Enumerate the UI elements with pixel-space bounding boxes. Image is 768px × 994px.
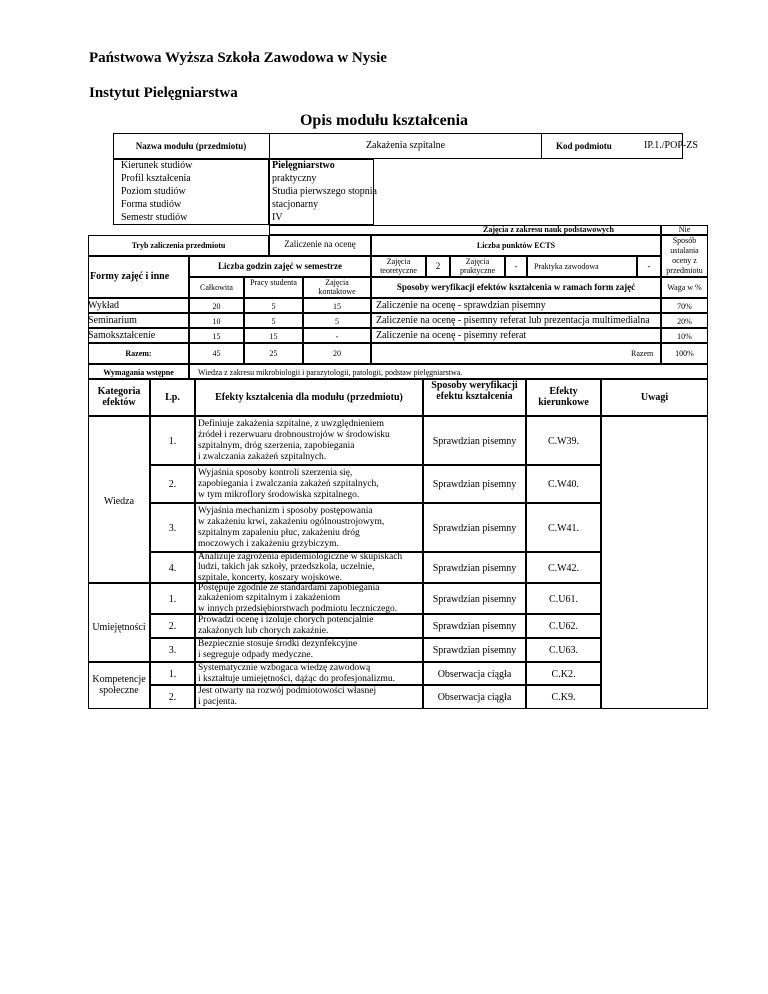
effect-text-line: ludzi, takich jak szkoły, przedszkola, uczelnie, <box>198 562 375 573</box>
effect-text-line: i pacjenta. <box>198 697 238 707</box>
category-wiedza: Wiedza <box>103 496 135 507</box>
hours-label: Liczba godzin zajęć w semestrze <box>218 261 342 271</box>
effect-text-line: Postępuje zgodnie ze standardami zapobiegania <box>198 583 380 593</box>
effect-lp: 2. <box>168 621 177 632</box>
lp-header: Lp. <box>165 392 180 403</box>
effect-code: C.K2. <box>551 668 576 680</box>
effect-text-line: Bezpiecznie stosuje środki dezynfekcyjne <box>198 639 358 649</box>
sum-student: 25 <box>269 349 278 358</box>
sum-contact: 20 <box>333 349 341 358</box>
effect-text-line: szpitalnym zapaleniu płuc, zakażeniu dróg <box>198 527 360 538</box>
effect-method: Sprawdzian pisemny <box>432 479 517 490</box>
col-total: Całkowita <box>200 283 233 292</box>
form-method: Zaliczenie na ocenę - pisemny referat <box>376 330 527 341</box>
form-weight: 10% <box>677 332 692 341</box>
sum-razem-cell <box>371 343 661 364</box>
field-label: Forma studiów <box>121 199 182 210</box>
form-method: Zaliczenie na ocenę - pisemny referat lub prezentacja multimedialna <box>376 315 650 326</box>
field-value: praktyczny <box>272 173 317 184</box>
effect-text-line: i kształtuje umiejętności, dążąc do profesjonalizmu. <box>198 673 396 684</box>
form-name: Wykład <box>88 300 120 311</box>
effect-lp: 1. <box>168 668 177 680</box>
effect-text-line: Analizuje zagrożenia epidemiologiczne w skupiskach <box>198 552 403 562</box>
practical-value: - <box>514 261 518 271</box>
field-label: Profil kształcenia <box>121 173 191 184</box>
effect-text-line: źródeł i rezerwuaru drobnoustrojów w środowisku <box>198 429 390 440</box>
practical-label: Zajęcia praktyczne <box>459 257 496 275</box>
field-value: Studia pierwszego stopnia <box>272 186 377 197</box>
requirements-label: Wymagania wstępne <box>103 368 174 377</box>
tryb-value: Zaliczenie na ocenę <box>284 239 356 249</box>
effect-text-line: zakażonych lub chorych zakaźnie. <box>198 626 329 636</box>
effect-code: C.U62. <box>549 621 578 632</box>
effect-text-line: moczowych i zakażeniu grzybiczym. <box>198 538 339 549</box>
form-student: 5 <box>271 317 276 326</box>
field-label: Semestr studiów <box>121 212 188 223</box>
effect-text-line: zapobiegania i zwalczania zakażeń szpitalnych, <box>198 478 379 489</box>
effect-code: C.W41. <box>547 522 580 534</box>
effect-text-line: i segreguje odpady medyczne. <box>198 650 314 660</box>
requirements-value: Wiedza z zakresu mikrobiologii i parazytologii, patologii, podstaw pielęgniarstwa. <box>198 368 463 377</box>
sposob-label: Sposób ustalania oceny z przedmiotu <box>666 236 703 275</box>
field-value: Pielęgniarstwo <box>272 160 335 171</box>
effect-text-line: Wyjaśnia sposoby kontroli szerzenia się, <box>198 467 353 478</box>
module-code-label: Kod podmiotu <box>556 141 612 151</box>
effect-lp: 4. <box>168 562 177 574</box>
form-contact: 15 <box>333 302 341 311</box>
effect-code: C.K9. <box>551 692 576 703</box>
effect-text-line: i zwalczania zakażeń szpitalnych. <box>198 451 327 462</box>
form-weight: 70% <box>677 302 692 311</box>
effect-method: Sprawdzian pisemny <box>432 645 517 656</box>
field-label: Kierunek studiów <box>121 160 193 171</box>
effect-lp: 2. <box>168 692 177 703</box>
effect-text-line: Definiuje zakażenia szpitalne, z uwzględnieniem <box>198 418 384 429</box>
effect-text-line: szpitale, koncerty, koszary wojskowe. <box>198 572 342 583</box>
module-code-value: IP.1./POP-ZS <box>644 140 698 151</box>
basic-sciences-value: Nie <box>678 225 691 234</box>
placement-value: - <box>647 261 651 271</box>
notes-column <box>601 416 708 709</box>
effect-text-line: w tym mikroflory środowiska szpitalnego. <box>198 489 360 500</box>
effect-code: C.U63. <box>549 645 578 656</box>
sum-label: Razem: <box>125 349 152 358</box>
category-umiejetnosci: Umiejętności <box>92 622 146 633</box>
col-contact: Zajęcia kontaktowe <box>318 278 356 296</box>
institute-name: Instytut Pielęgniarstwa <box>89 85 238 101</box>
effect-method: Sprawdzian pisemny <box>432 435 517 447</box>
effect-text-line: zakażeniom szpitalnym i zakażeniom <box>198 593 341 604</box>
methods-header: Sposoby weryfikacji efektu kształcenia <box>431 380 518 402</box>
sum-weight: 100% <box>675 349 694 358</box>
effect-lp: 1. <box>168 593 177 605</box>
field-value: stacjonarny <box>272 199 319 210</box>
effect-text-line: Jest otwarty na rozwój podmiotowości własnej <box>198 686 377 696</box>
col-student: Pracy studenta <box>250 278 297 287</box>
category-kompetencje: Kompetencje społeczne <box>92 674 146 696</box>
form-total: 20 <box>212 302 221 311</box>
theory-label: Zajęcia teoretyczne <box>380 257 417 275</box>
page-title: Opis modułu kształcenia <box>299 112 469 129</box>
effect-lp: 3. <box>168 645 177 656</box>
notes-header: Uwagi <box>640 392 669 403</box>
sum-total: 45 <box>212 349 221 358</box>
effect-code: C.W39. <box>547 435 580 447</box>
effect-method: Obserwacja ciągła <box>437 668 512 680</box>
form-student: 5 <box>271 302 276 311</box>
effect-text-line: Prowadzi ocenę i izoluje chorych potencjalnie <box>198 615 374 625</box>
weight-label: Waga w % <box>667 283 702 292</box>
forms-label: Formy zajęć i inne <box>90 271 170 282</box>
theory-value: 2 <box>435 261 441 271</box>
module-name-value: Zakażenia szpitalne <box>365 140 446 151</box>
school-name: Państwowa Wyższa Szkoła Zawodowa w Nysie <box>89 50 387 66</box>
effect-text-line: w innych przedsiębiorstwach podmiotu leczniczego. <box>198 603 398 614</box>
directional-header: Efekty kierunkowe <box>538 386 589 408</box>
field-label: Poziom studiów <box>121 186 186 197</box>
form-name: Samokształcenie <box>88 330 156 341</box>
module-name-label: Nazwa modułu (przedmiotu) <box>135 141 247 151</box>
tryb-label: Tryb zaliczenia przedmiotu <box>131 241 226 250</box>
effect-method: Sprawdzian pisemny <box>432 562 517 574</box>
effect-text-line: Systematycznie wzbogaca wiedzę zawodową <box>198 662 371 673</box>
verification-label: Sposoby weryfikacji efektów kształcenia w ramach form zajęć <box>396 282 636 292</box>
effect-method: Sprawdzian pisemny <box>432 593 517 605</box>
form-student: 15 <box>269 332 278 341</box>
module-sheet <box>88 133 708 746</box>
effect-code: C.W42. <box>547 562 580 574</box>
field-value: IV <box>272 212 283 223</box>
form-weight: 20% <box>677 317 692 326</box>
form-method: Zaliczenie na ocenę - sprawdzian pisemny <box>376 300 546 311</box>
effect-lp: 3. <box>168 522 177 534</box>
effect-text-line: Wyjaśnia mechanizm i sposoby postępowania <box>198 505 373 516</box>
form-total: 15 <box>212 332 221 341</box>
form-contact: - <box>335 332 339 341</box>
ects-label: Liczba punktów ECTS <box>476 241 556 250</box>
form-name: Seminarium <box>88 315 137 326</box>
effect-method: Obserwacja ciągła <box>437 692 512 703</box>
sum-razem: Razem <box>631 349 654 358</box>
effect-text-line: w zakażeniu krwi, zakażeniu ogólnoustrojowym, <box>198 516 385 527</box>
form-total: 10 <box>212 317 221 326</box>
effect-lp: 1. <box>168 435 177 447</box>
effect-lp: 2. <box>168 479 177 490</box>
effects-header: Efekty kształcenia dla modułu (przedmiotu) <box>215 392 403 403</box>
placement-label: Praktyka zawodowa <box>534 262 599 271</box>
form-contact: 5 <box>335 317 339 326</box>
effect-method: Sprawdzian pisemny <box>432 522 517 534</box>
basic-sciences-label: Zajęcia z zakresu nauk podstawowych <box>483 225 614 234</box>
effect-code: C.W40. <box>547 479 580 490</box>
effect-code: C.U61. <box>549 593 578 605</box>
effect-method: Sprawdzian pisemny <box>432 621 517 632</box>
effect-text-line: szpitalnym, dróg szerzenia, zapobiegania <box>198 440 355 451</box>
category-header: Kategoria efektów <box>97 386 141 408</box>
